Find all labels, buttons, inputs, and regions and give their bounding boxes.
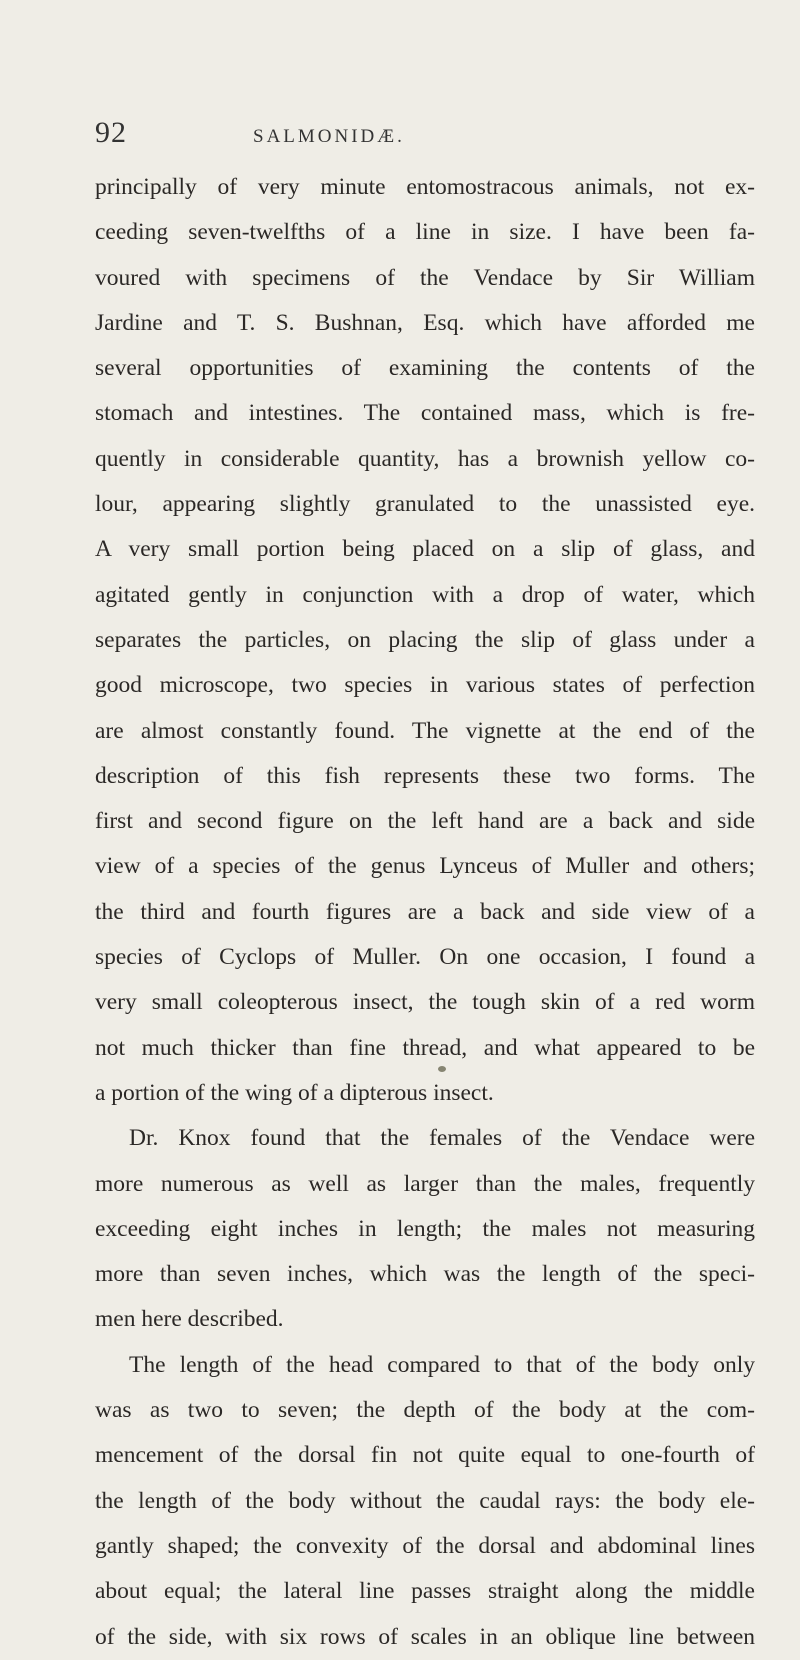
text-line: agitated gently in conjunction with a drop of water, which [95,581,755,608]
text-line: several opportunities of examining the contents of the [95,355,755,382]
text-line: lour, appearing slightly granulated to the unassisted eye. [95,491,755,518]
text-line: good microscope, two species in various states of perfection [95,672,755,699]
text-line: mencement of the dorsal fin not quite equal to one-fourth of [95,1442,755,1469]
body-text [95,165,755,1660]
text-line: not much thicker than fine thread, and what appeared to be [95,1034,755,1061]
ink-speck [438,1066,446,1072]
text-line: stomach and intestines. The contained mass, which is fre- [95,400,755,427]
text-line: ceeding seven-twelfths of a line in size. I have been fa- [95,219,755,246]
text-line: Jardine and T. S. Bushnan, Esq. which have afforded me [95,309,755,336]
text-line: of the side, with six rows of scales in an oblique line between [95,1623,755,1650]
text-line: more than seven inches, which was the length of the speci- [95,1261,755,1288]
text-line: principally of very minute entomostracous animals, not ex- [95,174,755,200]
running-head: SALMONIDÆ. [253,126,405,147]
paragraph-2 [95,1116,755,1342]
text-line: A very small portion being placed on a slip of glass, and [95,536,755,563]
text-line: gantly shaped; the convexity of the dorsal and abdominal lines [95,1532,755,1559]
text-line: quently in considerable quantity, has a brownish yellow co- [95,445,755,472]
text-line: are almost constantly found. The vignette at the end of the [95,717,755,744]
text-line: was as two to seven; the depth of the body at the com- [95,1397,755,1424]
text-line: separates the particles, on placing the slip of glass under a [95,626,755,653]
text-line: the length of the body without the caudal rays: the body ele- [95,1487,755,1514]
text-line: species of Cyclops of Muller. On one occasion, I found a [95,944,755,971]
text-line: men here described. [95,1306,284,1333]
text-line: very small coleopterous insect, the tough skin of a red worm [95,989,755,1016]
paragraph-3 [95,1343,755,1660]
text-line: view of a species of the genus Lynceus of Muller and others; [95,853,755,880]
text-line: exceeding eight inches in length; the males not measuring [95,1215,755,1242]
page-number: 92 [95,116,127,149]
page-header [95,116,755,156]
text-line: the third and fourth figures are a back and side view of a [95,898,755,925]
text-line: description of this fish represents these two forms. The [95,762,755,789]
text-line: first and second figure on the left hand are a back and side [95,808,755,835]
text-line: about equal; the lateral line passes straight along the middle [95,1578,755,1605]
text-line: more numerous as well as larger than the males, frequently [95,1170,755,1197]
text-line: voured with specimens of the Vendace by Sir William [95,264,755,291]
text-line: Dr. Knox found that the females of the Vendace were [129,1125,755,1152]
text-line: a portion of the wing of a dipterous insect. [95,1079,494,1106]
paragraph-1 [95,165,755,1116]
text-line: The length of the head compared to that of the body only [129,1351,755,1378]
